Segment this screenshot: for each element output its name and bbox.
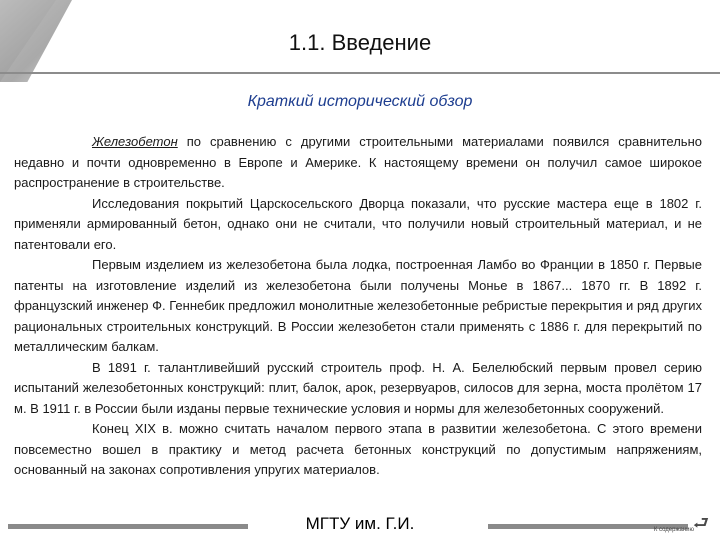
paragraph-2: Исследования покрытий Царскосельского Дворца показали, что русские мастера еще в 1802 г. применяли армированный бетон, однако они не считали, что получили новый строительный материал, и не патентовали его. bbox=[14, 195, 702, 252]
header-divider bbox=[0, 72, 720, 74]
paragraph-5: Конец XIX в. можно считать началом первого этапа в развитии железобетона. С этого времени повсеместно вошел в практику и метод расчета бетонных конструкций по допустимым напряжениям, основанный на законах сопротивления упругих материалов. bbox=[14, 421, 702, 477]
page-title: 1.1. Введение bbox=[288, 30, 432, 55]
term-zhelezobeton: Железобетон bbox=[92, 134, 178, 149]
footer-institution: МГТУ им. Г.И. bbox=[305, 514, 415, 533]
paragraph-1 bbox=[14, 132, 702, 194]
section-subtitle: Краткий исторический обзор bbox=[247, 93, 473, 110]
paragraph-4: В 1891 г. талантливейший русский строитель проф. Н. А. Белелюбский первым провел серию испытаний железобетонных конструкций: плит, балок, арок, резервуаров, силосов для зерна, моста пролётом 17 м. В 1911 г. в России были изданы первые технические условия и нормы для железобетонных сооружений. bbox=[14, 359, 702, 416]
paragraph-3: Первым изделием из железобетона была лодка, построенная Ламбо во Франции в 1850 г. Первые патенты на изготовление изделий из железобетона были получены Монье в 1867... 1870 гг. В 1892 г. французский инженер Ф. Геннебик предложил монолитные железобетонные ребристые перекрытия и ряд других рациональных строительных конструкций. В России железобетон стали применять с 1886 г. для перекрытий по металлическим балкам. bbox=[14, 257, 702, 354]
footer-nav-label: К содержанию bbox=[653, 527, 694, 533]
return-arrow-icon[interactable]: ⮐ bbox=[692, 513, 710, 533]
paragraph-1-text: по сравнению с другими строительными материалами появился сравнительно недавно и почти одновременно в Европе и Америке. К настоящему времени он получил самое широкое распространение в строительстве. bbox=[14, 134, 702, 190]
body-text bbox=[14, 132, 702, 481]
